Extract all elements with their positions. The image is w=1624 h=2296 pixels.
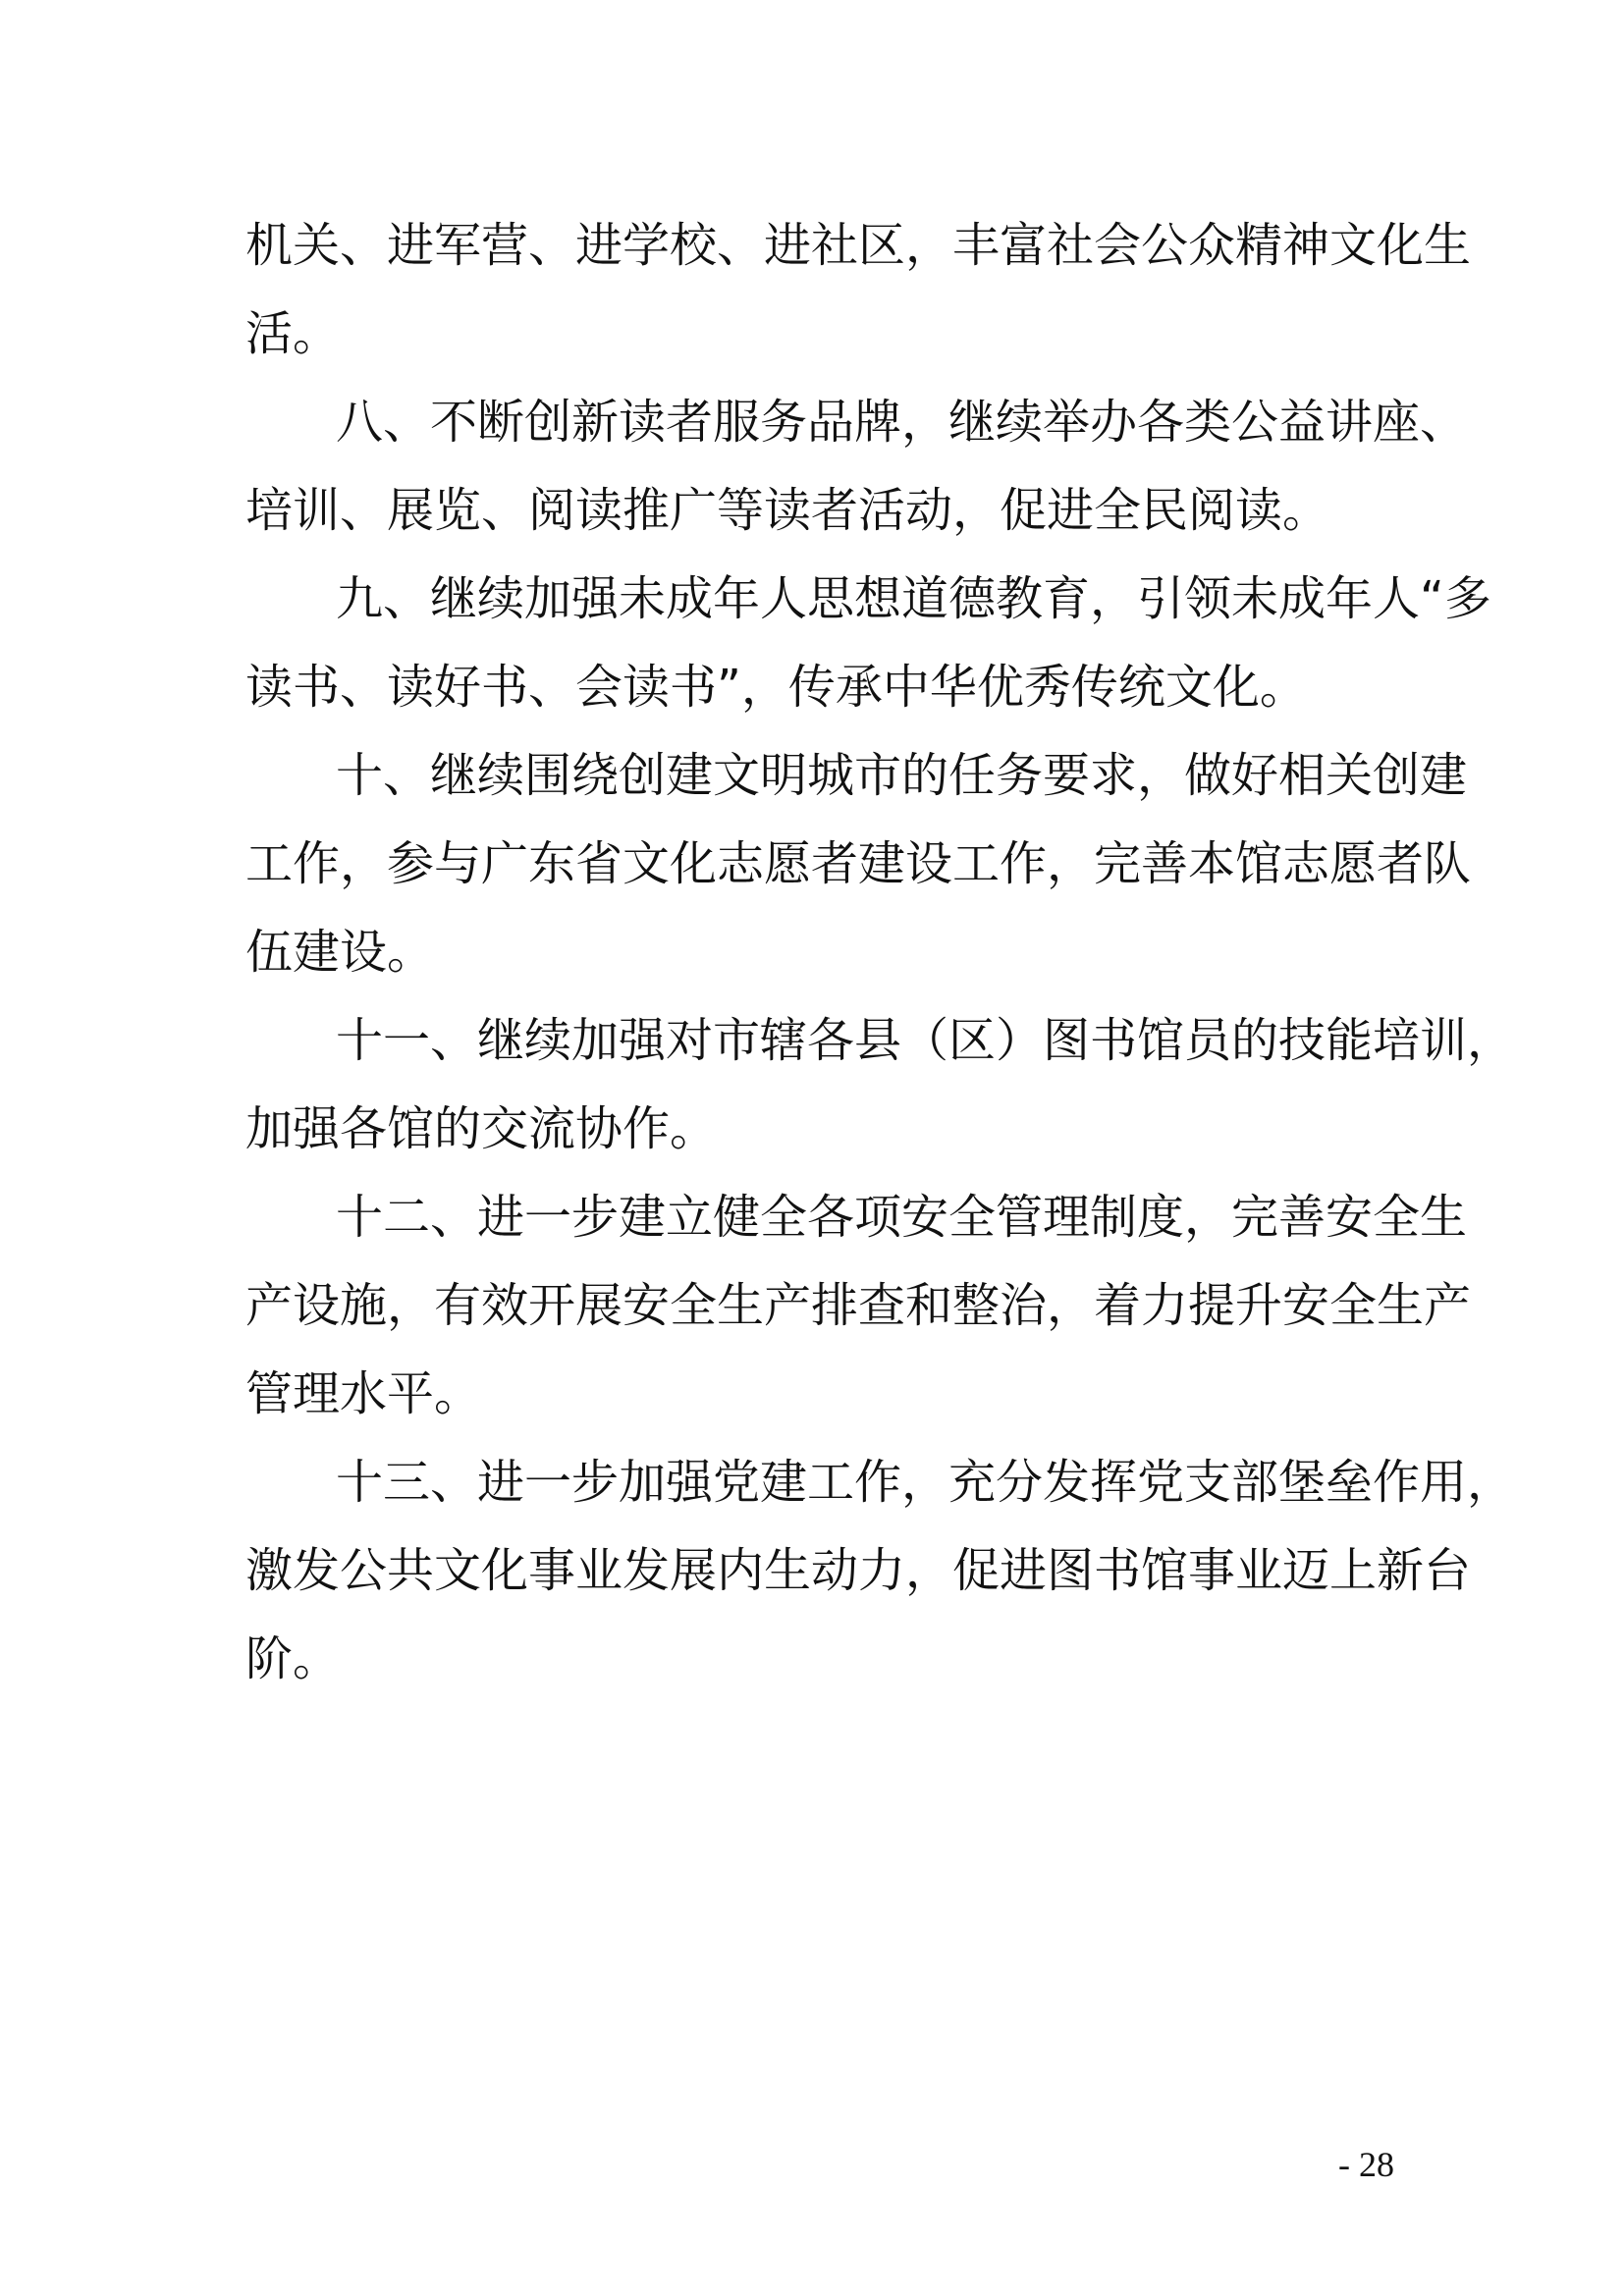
paragraph-line: 加强各馆的交流协作。	[245, 1101, 718, 1156]
paragraph-line: 八、不断创新读者服务品牌，继续举办各类公益讲座、	[336, 395, 1468, 450]
paragraph-line: 伍建设。	[245, 925, 435, 980]
paragraph-line: 培训、展览、阅读推广等读者活动，促进全民阅读。	[245, 483, 1330, 538]
paragraph-line: 活。	[245, 306, 341, 361]
paragraph-line: 十三、进一步加强党建工作，充分发挥党支部堡垒作用，	[336, 1455, 1515, 1510]
paragraph-line: 九、继续加强未成年人思想道德教育，引领未成年人“多	[336, 571, 1491, 626]
paragraph-line: 十一、继续加强对市辖各县（区）图书馆员的技能培训，	[336, 1013, 1515, 1068]
page-number: - 28	[1338, 2145, 1394, 2184]
paragraph-line: 工作，参与广东省文化志愿者建设工作，完善本馆志愿者队	[245, 836, 1472, 891]
paragraph-line: 管理水平。	[245, 1366, 482, 1421]
paragraph-line: 激发公共文化事业发展内生动力，促进图书馆事业迈上新台	[245, 1543, 1472, 1598]
paragraph-line: 十二、进一步建立健全各项安全管理制度，完善安全生	[336, 1190, 1468, 1245]
paragraph-line: 机关、进军营、进学校、进社区，丰富社会公众精神文化生	[245, 218, 1472, 273]
paragraph-line: 十、继续围绕创建文明城市的任务要求，做好相关创建	[336, 748, 1468, 803]
paragraph-line: 产设施，有效开展安全生产排查和整治，着力提升安全生产	[245, 1278, 1472, 1333]
paragraph-line: 阶。	[245, 1631, 341, 1686]
paragraph-line: 读书、读好书、会读书”，传承中华优秀传统文化。	[245, 660, 1307, 715]
